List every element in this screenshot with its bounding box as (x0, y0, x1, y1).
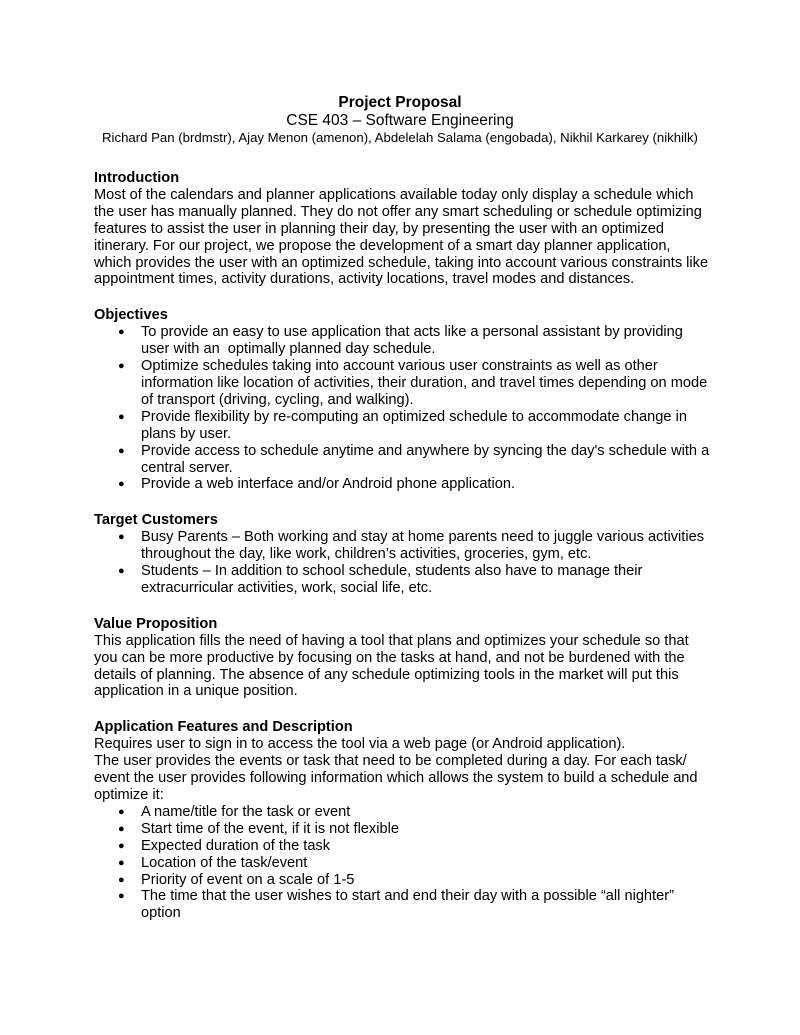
paragraph-line: Requires user to sign in to access the tool via a web page (or Android application). (94, 736, 626, 753)
bullet-list (94, 529, 714, 597)
bullet-icon: ● (118, 531, 125, 544)
list-item (94, 529, 714, 563)
section-heading: Objectives (94, 307, 168, 324)
list-item-line: Provide access to schedule anytime and anywhere by syncing the day's schedule with a (141, 442, 710, 459)
bullet-list (94, 324, 714, 493)
list-item (94, 804, 714, 821)
list-item-line: Expected duration of the task (141, 837, 331, 854)
list-item-line: central server. (141, 459, 233, 476)
list-item-line: of transport (driving, cycling, and walking). (141, 391, 414, 408)
list-item-line: user with an optimally planned day schedule. (141, 341, 436, 358)
list-item (94, 476, 714, 493)
list-item-line: Provide a web interface and/or Android phone application. (141, 476, 516, 493)
bullet-icon: ● (118, 326, 125, 339)
paragraph-line: the user has manually planned. They do not offer any smart scheduling or schedule optimizing (94, 203, 702, 220)
section-value-proposition (94, 616, 714, 701)
list-item-line: Busy Parents – Both working and stay at home parents need to juggle various activities (141, 529, 704, 546)
bullet-icon: ● (118, 444, 125, 457)
paragraph-line: This application fills the need of having a tool that plans and optimizes your schedule so that (94, 632, 689, 649)
section-heading: Introduction (94, 170, 180, 186)
list-item-line: Location of the task/event (141, 854, 308, 871)
section-application-features-and-description (94, 719, 714, 922)
list-item (94, 358, 714, 409)
document-subtitle: CSE 403 – Software Engineering (286, 112, 514, 129)
bullet-icon: ● (118, 856, 125, 869)
list-item (94, 855, 714, 872)
section-objectives (94, 307, 714, 493)
bullet-icon: ● (118, 565, 125, 578)
bullet-icon: ● (118, 822, 125, 835)
paragraph-line: appointment times, activity durations, activity locations, travel modes and distances. (94, 271, 635, 288)
paragraph-line: application in a unique position. (94, 683, 298, 700)
list-item-line: information like location of activities, their duration, and travel times depending on mode (141, 374, 708, 391)
list-item-line: extracurricular activities, work, social life, etc. (141, 579, 433, 596)
paragraph-line: The user provides the events or task that need to be completed during a day. For each task/ (94, 753, 687, 770)
section-heading: Application Features and Description (94, 719, 353, 736)
bullet-list (94, 804, 714, 922)
bullet-icon: ● (118, 839, 125, 852)
document-body (94, 170, 714, 922)
list-item (94, 409, 714, 443)
bullet-icon: ● (118, 478, 125, 491)
list-item-line: Optimize schedules taking into account various user constraints as well as other (141, 358, 658, 375)
list-item-line: To provide an easy to use application that acts like a personal assistant by providing (141, 324, 683, 341)
paragraph-line: features to assist the user in planning their day, by presenting the user with an optimized (94, 220, 665, 237)
list-item-line: plans by user. (141, 425, 232, 442)
document-page (94, 94, 714, 922)
document-authors: Richard Pan (brdmstr), Ajay Menon (amenon), Abdelelah Salama (engobada), Nikhil Karkarey (nikhilk) (102, 130, 698, 145)
bullet-icon: ● (118, 890, 125, 903)
paragraph-line: itinerary. For our project, we propose the development of a smart day planner application, (94, 237, 671, 254)
list-item-line: option (141, 905, 181, 922)
list-item-line: The time that the user wishes to start and end their day with a possible “all nighter” (141, 888, 674, 905)
list-item (94, 563, 714, 597)
list-item-line: Start time of the event, if it is not flexible (141, 820, 399, 837)
paragraph-line: you can be more productive by focusing on the tasks at hand, and not be burdened with the (94, 649, 685, 666)
paragraph-line: event the user provides following information which allows the system to build a schedule and (94, 770, 698, 787)
bullet-icon: ● (118, 410, 125, 423)
list-item-line: Priority of event on a scale of 1-5 (141, 871, 355, 888)
paragraph-line: Most of the calendars and planner applications available today only display a schedule which (94, 186, 694, 203)
paragraph-line: optimize it: (94, 787, 164, 803)
list-item (94, 838, 714, 855)
list-item (94, 872, 714, 889)
section-target-customers (94, 512, 714, 597)
section-heading: Target Customers (94, 512, 218, 529)
list-item (94, 443, 714, 477)
list-item-line: A name/title for the task or event (141, 803, 351, 820)
section-introduction (94, 170, 714, 288)
list-item-line: throughout the day, like work, children’s activities, groceries, gym, etc. (141, 546, 592, 563)
bullet-icon: ● (118, 360, 125, 373)
section-heading: Value Proposition (94, 615, 218, 632)
list-item-line: Students – In addition to school schedule, students also have to manage their (141, 563, 643, 580)
bullet-icon: ● (118, 805, 125, 818)
paragraph-line: which provides the user with an optimized schedule, taking into account various constraints like (94, 254, 709, 271)
list-item (94, 324, 714, 358)
document-title: Project Proposal (338, 94, 462, 111)
list-item (94, 821, 714, 838)
list-item (94, 888, 714, 922)
paragraph-line: details of planning. The absence of any schedule optimizing tools in the market will put this (94, 666, 679, 683)
bullet-icon: ● (118, 873, 125, 886)
list-item-line: Provide flexibility by re-computing an optimized schedule to accommodate change in (141, 408, 687, 425)
